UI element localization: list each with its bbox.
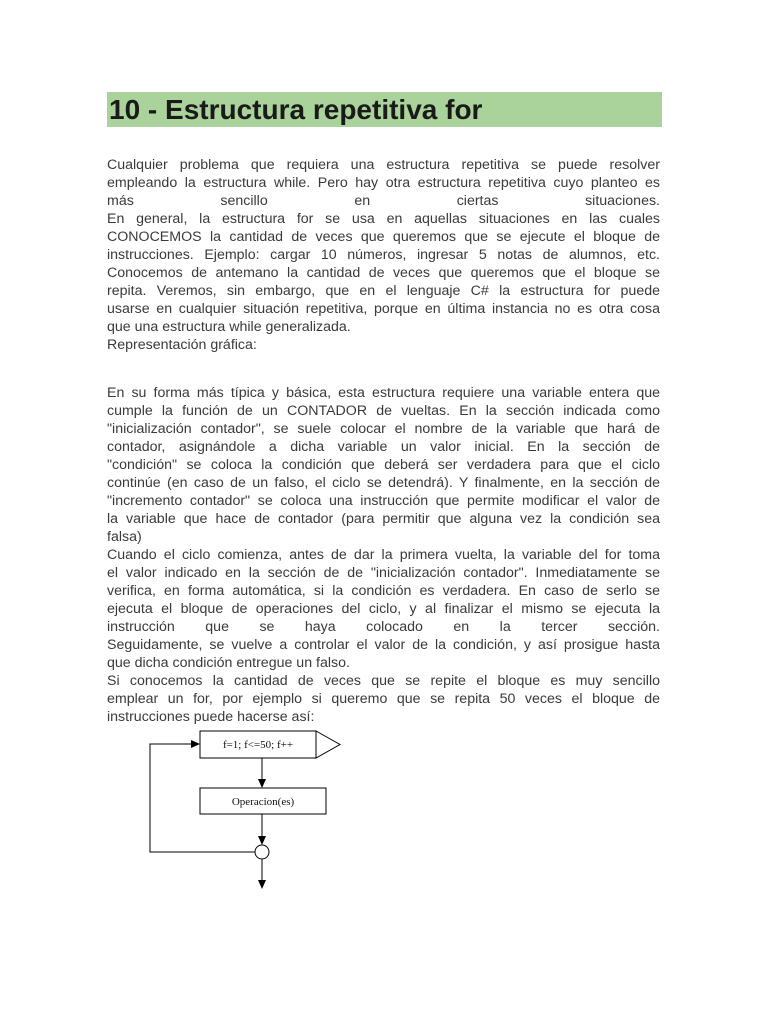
text-line: Si conocemos la cantidad de veces que se repite el bloque es muy sencillo <box>107 673 660 689</box>
exit-arrowhead <box>258 880 266 889</box>
for-box-exit-triangle <box>316 731 340 758</box>
text-line: Representación gráfica: <box>107 337 257 353</box>
text-line: "inicialización contador", se suele colocar el nombre de la variable que hará de <box>107 421 660 437</box>
paragraph-explanation <box>107 384 660 726</box>
text-line: contador, asignándole a dicha variable un valor inicial. En la sección de <box>107 439 660 455</box>
text-line: instrucciones puede hacerse así: <box>107 709 315 725</box>
arrowhead-to-connector <box>258 836 266 845</box>
paragraph-intro <box>107 156 660 354</box>
text-line: que una estructura while generalizada. <box>107 319 351 335</box>
text-line: instrucción que se haya colocado en la tercer sección. <box>107 619 660 635</box>
text-line: continúe (en caso de un falso, el ciclo se detendrá). Y finalmente, en la sección de <box>107 475 660 491</box>
arrowhead-to-operation <box>258 779 266 788</box>
text-line: Cuando el ciclo comienza, antes de dar la primera vuelta, la variable del for toma <box>107 547 660 563</box>
text-line: Conocemos de antemano la cantidad de veces que queremos que el bloque se <box>107 265 660 281</box>
operation-box-label: Operacion(es) <box>231 796 295 808</box>
text-line: Seguidamente, se vuelve a controlar el valor de la condición, y así prosigue hasta <box>107 637 660 653</box>
text-line: verifica, en forma automática, si la condición es verdadera. En caso de serlo se <box>107 583 660 599</box>
text-line: empleando la estructura while. Pero hay otra estructura repetitiva cuyo planteo es <box>107 175 660 191</box>
text-line: repita. Veremos, sin embargo, que en el lenguaje C# la estructura for puede <box>107 283 660 299</box>
text-line: que dicha condición entregue un falso. <box>107 655 350 671</box>
loop-back-arrowhead <box>191 740 200 748</box>
for-box-label: f=1; f<=50; f++ <box>222 739 294 751</box>
title-banner <box>107 92 662 127</box>
page-title: 10 - Estructura repetitiva for <box>109 94 483 125</box>
text-line: ejecuta el bloque de operaciones del ciclo, y al finalizar el mismo se ejecuta la <box>107 601 660 617</box>
text-line: cumple la función de un CONTADOR de vueltas. En la sección indicada como <box>107 403 660 419</box>
text-line: el valor indicado en la sección de de "inicialización contador". Inmediatamente se <box>107 565 660 581</box>
text-line: usarse en cualquier situación repetitiva, porque en última instancia no es otra cosa <box>107 301 660 317</box>
text-line: Cualquier problema que requiera una estructura repetitiva se puede resolver <box>107 157 660 173</box>
text-line: la variable que hace de contador (para permitir que alguna vez la condición sea <box>107 511 660 527</box>
text-line: CONOCEMOS la cantidad de veces que queremos que se ejecute el bloque de <box>107 229 660 245</box>
text-line: instrucciones. Ejemplo: cargar 10 números, ingresar 5 notas de alumnos, etc. <box>107 247 660 263</box>
text-line: "incremento contador" se coloca una instrucción que permite modificar el valor de <box>107 493 660 509</box>
text-line: más sencillo en ciertas situaciones. <box>107 193 660 209</box>
text-line: "condición" se coloca la condición que deberá ser verdadera para que el ciclo <box>107 457 660 473</box>
text-line: En su forma más típica y básica, esta estructura requiere una variable entera que <box>107 385 660 401</box>
text-line: emplear un for, por ejemplo si queremo que se repita 50 veces el bloque de <box>107 691 660 707</box>
connector-circle <box>255 845 269 859</box>
text-line: En general, la estructura for se usa en aquellas situaciones en las cuales <box>107 211 660 227</box>
text-line: falsa) <box>107 529 142 545</box>
for-flowchart <box>140 728 350 893</box>
